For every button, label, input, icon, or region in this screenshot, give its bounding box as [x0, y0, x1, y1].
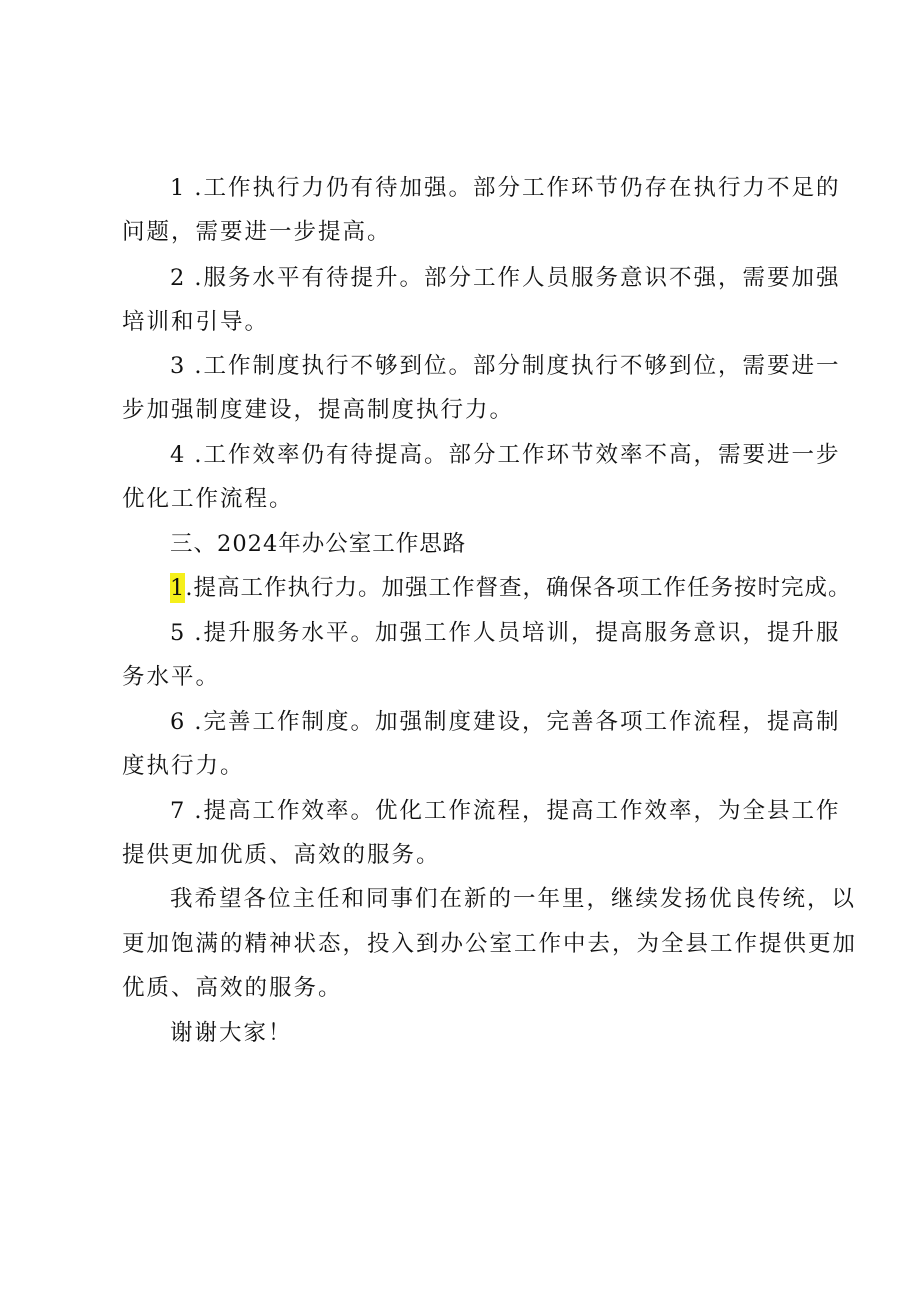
plan-item-7-line-1: [170, 796, 841, 826]
problem-item-1-text: .工作执行力仍有待加强。部分工作环节仍存在执行力不足的: [194, 175, 841, 201]
plan-item-5-text: .提升服务水平。加强工作人员培训，提高服务意识，提升服: [194, 620, 841, 646]
problem-item-1-line-1: [170, 173, 841, 203]
plan-item-6-number: 6: [170, 709, 195, 735]
plan-item-1-number: 1: [170, 575, 186, 601]
section-heading: 三、2024年办公室工作思路: [170, 531, 467, 557]
problem-item-1-line-2: 问题，需要进一步提高。: [122, 219, 392, 245]
plan-item-1-line-1: [170, 573, 852, 603]
problem-item-2-number: 2: [170, 265, 195, 291]
closing-paragraph-line-2: 更加饱满的精神状态，投入到办公室工作中去，为全县工作提供更加: [122, 931, 858, 957]
plan-item-6-line-1: [170, 707, 841, 737]
problem-item-2-line-1: [170, 263, 841, 293]
problem-item-1-number: 1: [170, 175, 195, 201]
problem-item-3-text: .工作制度执行不够到位。部分制度执行不够到位，需要进一: [194, 353, 841, 379]
problem-item-4-line-1: [170, 440, 841, 470]
plan-item-7-line-2: 提供更加优质、高效的服务。: [122, 842, 441, 868]
plan-item-7-text: .提高工作效率。优化工作流程，提高工作效率，为全县工作: [194, 798, 841, 824]
problem-item-3-number: 3: [170, 353, 195, 379]
plan-item-6-text: .完善工作制度。加强制度建设，完善各项工作流程，提高制: [194, 709, 841, 735]
thanks-line: 谢谢大家！: [170, 1020, 293, 1046]
problem-item-4-line-2: 优化工作流程。: [122, 486, 294, 512]
problem-item-2-text: .服务水平有待提升。部分工作人员服务意识不强，需要加强: [194, 265, 841, 291]
plan-item-5-line-2: 务水平。: [122, 664, 221, 690]
plan-item-1-text: .提高工作执行力。加强工作督查，确保各项工作任务按时完成。: [185, 575, 852, 601]
plan-item-7-number: 7: [170, 798, 195, 824]
problem-item-3-line-1: [170, 351, 841, 381]
plan-item-5-line-1: [170, 618, 841, 648]
problem-item-4-number: 4: [170, 442, 195, 468]
closing-paragraph-line-3: 优质、高效的服务。: [122, 975, 343, 1001]
closing-paragraph-line-1: 我希望各位主任和同事们在新的一年里，继续发扬优良传统，以: [170, 886, 857, 912]
plan-item-5-number: 5: [170, 620, 195, 646]
plan-item-6-line-2: 度执行力。: [122, 753, 245, 779]
problem-item-2-line-2: 培训和引导。: [122, 309, 270, 335]
problem-item-4-text: .工作效率仍有待提高。部分工作环节效率不高，需要进一步: [194, 442, 841, 468]
problem-item-3-line-2: 步加强制度建设，提高制度执行力。: [122, 397, 515, 423]
